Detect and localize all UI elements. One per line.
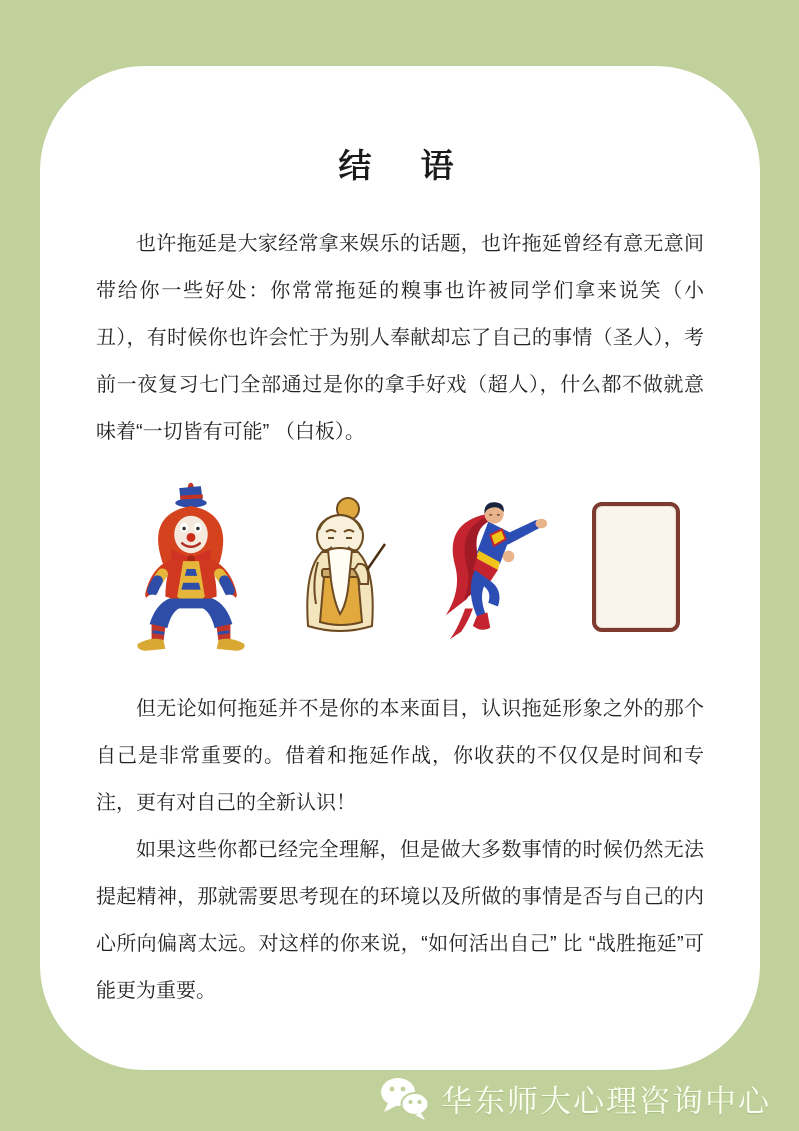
paragraph-2: 但无论如何拖延并不是你的本来面目，认识拖延形象之外的那个自己是非常重要的。借着和拖延作战，你收获的不仅仅是时间和专注，更有对自己的全新认识！	[96, 698, 704, 814]
footer	[379, 1075, 771, 1121]
article-card	[40, 66, 760, 1070]
sage-image	[288, 491, 400, 643]
clown-image	[122, 478, 260, 656]
wechat-icon	[379, 1075, 431, 1121]
page-title: 结 语	[338, 147, 462, 184]
article-body	[96, 221, 704, 1015]
whiteboard-image	[592, 502, 680, 632]
account-name: 华东师大心理咨询中心	[441, 1083, 771, 1119]
superman-illustration	[428, 485, 564, 649]
paragraph-1: 也许拖延是大家经常拿来娱乐的话题，也许拖延曾经有意无意间带给你一些好处：你常常拖延的糗事也许被同学们拿来说笑（小丑），有时候你也许会忙于为别人奉献却忘了自己的事情（圣人），考前一夜复习七门全部通过是你的拿手好戏（超人），什么都不做就意味着“一切皆有可能” （白板）。	[96, 233, 704, 443]
clown-illustration	[122, 478, 260, 656]
illustrations-row	[122, 476, 680, 658]
sage-illustration	[288, 491, 400, 643]
superman-image	[428, 485, 564, 649]
whiteboard-illustration	[592, 502, 680, 632]
paragraph-3: 如果这些你都已经完全理解，但是做大多数事情的时候仍然无法提起精神，那就需要思考现在的环境以及所做的事情是否与自己的内心所向偏离太远。对这样的你来说，“如何活出自己” 比 “战胜拖延”可能更为重要。	[96, 839, 704, 1002]
